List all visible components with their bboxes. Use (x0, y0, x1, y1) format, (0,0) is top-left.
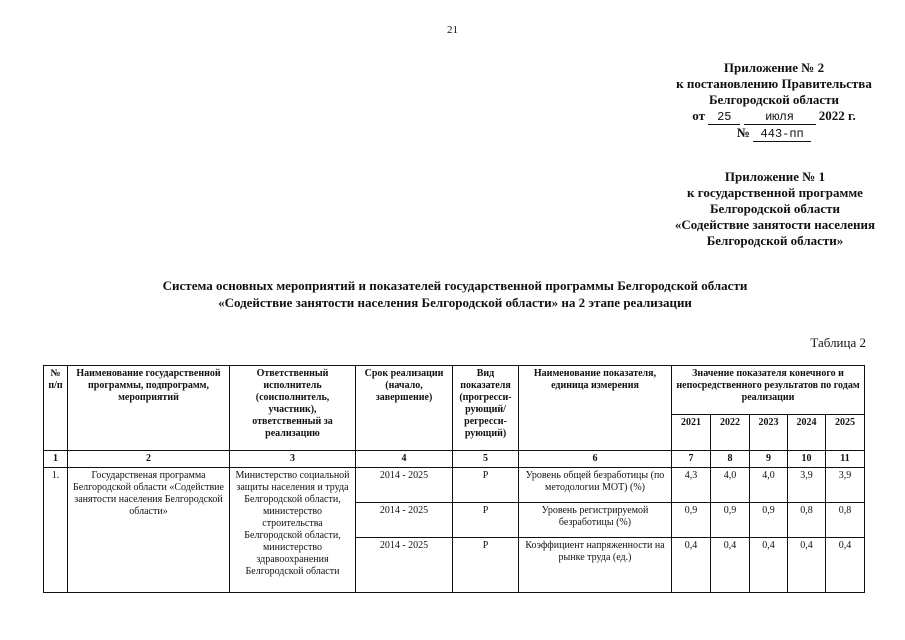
indicator-type: Р (453, 468, 519, 503)
header-year: 2024 (788, 415, 826, 451)
table-label: Таблица 2 (810, 335, 866, 350)
appendix-2-header (668, 60, 880, 142)
row-number: 1. (44, 468, 68, 593)
column-number: 9 (750, 451, 788, 468)
document-title-line: «Содействие занятости населения Белгородской области» на 2 этапе реализации (218, 295, 692, 310)
indicator-value: 4,0 (711, 468, 750, 503)
appendix-1-header (665, 169, 885, 249)
document-title-line: Система основных мероприятий и показателей государственной программы Белгородской области (162, 278, 748, 293)
indicator-value: 0,4 (788, 538, 826, 593)
indicator-value: 0,4 (750, 538, 788, 593)
table-row (44, 468, 865, 503)
number-prefix: № (736, 125, 750, 140)
indicator-value: 0,4 (672, 538, 711, 593)
date-prefix: от (692, 108, 706, 123)
indicator-type: Р (453, 503, 519, 538)
header-year: 2021 (672, 415, 711, 451)
column-number: 4 (356, 451, 453, 468)
indicator-value: 3,9 (788, 468, 826, 503)
indicator-period: 2014 - 2025 (356, 538, 453, 593)
column-number: 3 (230, 451, 356, 468)
column-number: 5 (453, 451, 519, 468)
header-indicator-type: Вид показателя (прогресси-рующий/ регресси-рующий) (453, 366, 519, 451)
appendix-2-line: к постановлению Правительства (676, 76, 872, 91)
indicator-value: 0,9 (711, 503, 750, 538)
indicator-type: Р (453, 538, 519, 593)
header-values: Значение показателя конечного и непосредственного результатов по годам реализации (672, 366, 865, 415)
header-program: Наименование государственной программы, подпрограмм, мероприятий (68, 366, 230, 451)
indicator-period: 2014 - 2025 (356, 468, 453, 503)
row-executor: Министерство социальной защиты населения и труда Белгородской области, министерство строительства Белгородской области, министерство здравоохранения Белгородской области (230, 468, 356, 593)
appendix-1-title: Приложение № 1 (724, 169, 826, 184)
appendix-1-line: Белгородской области» (706, 233, 844, 248)
appendix-1-line: Белгородской области (709, 201, 841, 216)
document-title (60, 277, 850, 311)
appendix-2-date (668, 108, 880, 125)
column-number: 8 (711, 451, 750, 468)
appendix-1-line: к государственной программе (687, 185, 863, 200)
column-number: 2 (68, 451, 230, 468)
column-number: 1 (44, 451, 68, 468)
row-program: Государственая программа Белгородской области «Содействие занятости населения Белгородской области» (68, 468, 230, 593)
column-number: 7 (672, 451, 711, 468)
header-year: 2023 (750, 415, 788, 451)
header-no: № п/п (44, 366, 68, 451)
indicator-value: 0,4 (826, 538, 865, 593)
indicator-value: 0,4 (711, 538, 750, 593)
indicator-value: 4,0 (750, 468, 788, 503)
column-number: 6 (519, 451, 672, 468)
header-executor: Ответственный исполнитель (соисполнитель, участник), ответственный за реализацию (230, 366, 356, 451)
indicator-name: Коэффициент напряженности на рынке труда (ед.) (519, 538, 672, 593)
indicator-value: 3,9 (826, 468, 865, 503)
date-day: 25 (708, 111, 740, 125)
header-indicator-name: Наименование показателя, единица измерения (519, 366, 672, 451)
header-year: 2022 (711, 415, 750, 451)
indicator-value: 0,8 (788, 503, 826, 538)
indicators-table (43, 365, 865, 593)
column-number: 10 (788, 451, 826, 468)
table-header-row (44, 366, 865, 415)
number-value: 443-пп (753, 128, 811, 142)
header-period: Срок реализации (начало, завершение) (356, 366, 453, 451)
indicator-value: 4,3 (672, 468, 711, 503)
page-number: 21 (447, 24, 458, 36)
column-numbers-row (44, 451, 865, 468)
appendix-2-number (668, 125, 880, 142)
appendix-2-line: Белгородской области (708, 92, 840, 107)
appendix-2-title: Приложение № 2 (723, 60, 825, 75)
appendix-1-line: «Содействие занятости населения (674, 217, 876, 232)
header-year: 2025 (826, 415, 865, 451)
indicator-value: 0,8 (826, 503, 865, 538)
indicator-name: Уровень регистрируемой безработицы (%) (519, 503, 672, 538)
date-month: июля (744, 111, 816, 125)
indicator-name: Уровень общей безработицы (по методологии МОТ) (%) (519, 468, 672, 503)
column-number: 11 (826, 451, 865, 468)
indicator-period: 2014 - 2025 (356, 503, 453, 538)
indicator-value: 0,9 (672, 503, 711, 538)
indicator-value: 0,9 (750, 503, 788, 538)
date-year: 2022 г. (818, 108, 856, 123)
